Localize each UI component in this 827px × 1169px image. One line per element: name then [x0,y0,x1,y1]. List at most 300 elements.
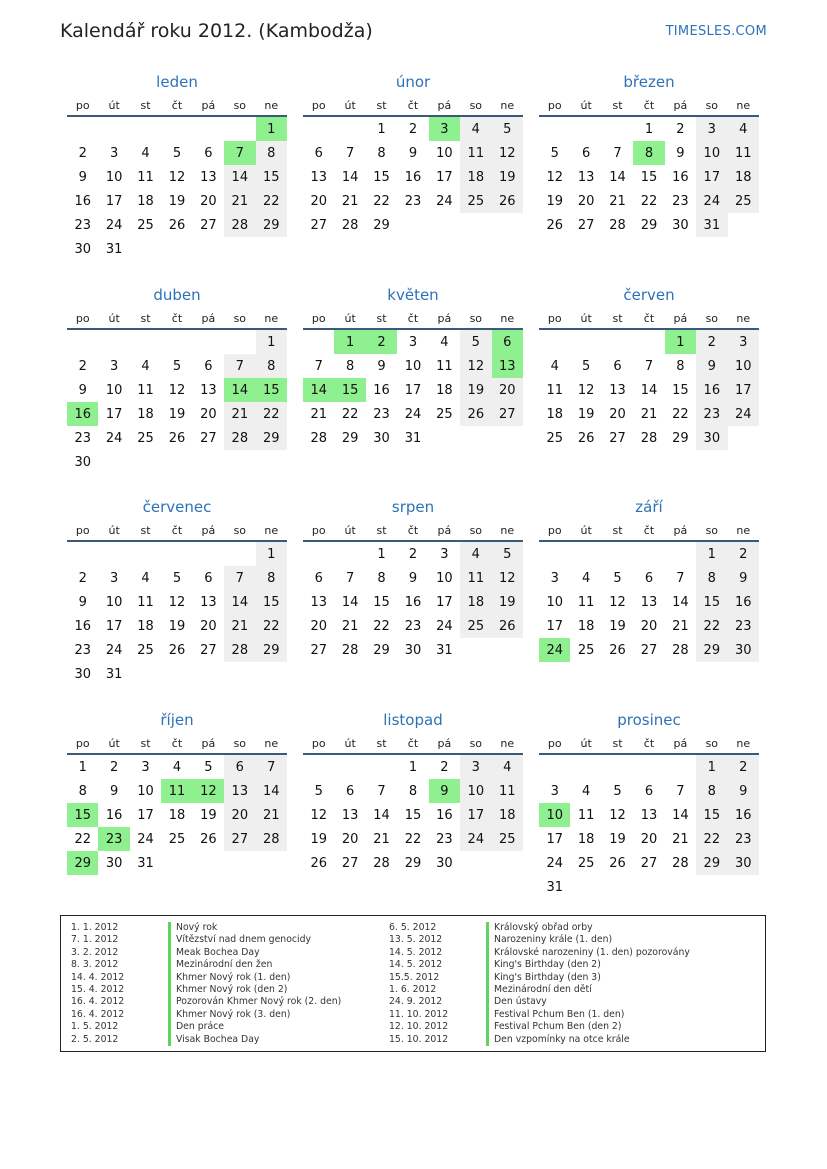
day-cell[interactable]: 13 [640,594,658,610]
day-cell[interactable]: 29 [67,851,98,875]
day-cell[interactable]: 15 [672,382,689,398]
day-cell[interactable]: 6 [613,358,622,374]
day-cell[interactable]: 30 [436,855,453,871]
day-cell[interactable]: 23 [74,430,91,446]
day-cell[interactable]: 27 [609,430,626,446]
day-cell[interactable]: 18 [546,406,563,422]
day-cell[interactable]: 23 [696,402,727,426]
day-cell[interactable]: 27 [310,642,327,658]
day-cell[interactable]: 4 [172,759,182,775]
day-cell[interactable]: 24 [436,618,453,634]
day-cell[interactable]: 14 [672,594,689,610]
day-cell[interactable]: 24 [137,831,154,847]
day-cell[interactable]: 29 [256,213,287,237]
day-cell[interactable]: 20 [640,618,658,634]
day-cell[interactable]: 1 [256,541,287,566]
day-cell[interactable]: 12 [609,807,626,823]
day-cell[interactable]: 22 [74,831,91,847]
day-cell[interactable]: 29 [404,855,422,871]
day-cell[interactable]: 11 [137,169,154,185]
day-cell[interactable]: 31 [137,855,154,871]
day-cell[interactable]: 4 [460,541,491,566]
day-cell[interactable]: 13 [577,169,595,185]
day-cell[interactable]: 12 [168,382,186,398]
day-cell[interactable]: 3 [408,334,418,350]
day-cell[interactable]: 30 [728,638,759,662]
day-cell[interactable]: 24 [546,855,563,871]
day-cell[interactable]: 13 [310,594,327,610]
day-cell[interactable]: 20 [224,803,255,827]
day-cell[interactable]: 5 [550,145,559,161]
day-cell[interactable]: 22 [341,406,359,422]
day-cell[interactable]: 21 [672,831,689,847]
day-cell[interactable]: 1 [377,546,386,562]
day-cell[interactable]: 3 [141,759,150,775]
day-cell[interactable]: 6 [314,570,323,586]
day-cell[interactable]: 20 [200,618,217,634]
day-cell[interactable]: 13 [310,169,327,185]
day-cell[interactable]: 18 [137,193,154,209]
day-cell[interactable]: 26 [609,642,626,658]
day-cell[interactable]: 22 [256,614,287,638]
day-cell[interactable]: 10 [404,358,422,374]
day-cell[interactable]: 29 [672,430,689,446]
day-cell[interactable]: 12 [168,169,186,185]
day-cell[interactable]: 2 [676,121,685,137]
day-cell[interactable]: 5 [460,329,491,354]
day-cell[interactable]: 15 [696,803,727,827]
day-cell[interactable]: 30 [672,217,689,233]
day-cell[interactable]: 21 [256,803,287,827]
day-cell[interactable]: 24 [460,827,491,851]
day-cell[interactable]: 12 [168,594,186,610]
day-cell[interactable]: 4 [728,116,759,141]
day-cell[interactable]: 19 [609,618,626,634]
day-cell[interactable]: 17 [105,193,123,209]
day-cell[interactable]: 9 [408,145,418,161]
day-cell[interactable]: 27 [640,642,658,658]
day-cell[interactable]: 15 [696,590,727,614]
day-cell[interactable]: 8 [345,358,355,374]
day-cell[interactable]: 10 [460,779,491,803]
day-cell[interactable]: 8 [377,570,386,586]
day-cell[interactable]: 17 [728,378,759,402]
day-cell[interactable]: 29 [640,217,658,233]
day-cell[interactable]: 21 [609,193,626,209]
day-cell[interactable]: 29 [256,638,287,662]
day-cell[interactable]: 27 [200,642,217,658]
day-cell[interactable]: 4 [440,334,449,350]
day-cell[interactable]: 2 [109,759,119,775]
day-cell[interactable]: 29 [696,851,727,875]
day-cell[interactable]: 9 [377,358,386,374]
day-cell[interactable]: 1 [644,121,654,137]
day-cell[interactable]: 16 [728,590,759,614]
day-cell[interactable]: 19 [168,193,186,209]
day-cell[interactable]: 10 [728,354,759,378]
day-cell[interactable]: 15 [404,807,422,823]
day-cell[interactable]: 2 [78,145,87,161]
day-cell[interactable]: 28 [224,426,255,450]
day-cell[interactable]: 16 [436,807,453,823]
day-cell[interactable]: 17 [436,594,453,610]
day-cell[interactable]: 2 [408,121,418,137]
day-cell[interactable]: 23 [728,614,759,638]
day-cell[interactable]: 22 [672,406,689,422]
day-cell[interactable]: 29 [373,642,390,658]
day-cell[interactable]: 12 [460,354,491,378]
day-cell[interactable]: 24 [696,189,727,213]
day-cell[interactable]: 30 [404,642,422,658]
day-cell[interactable]: 6 [492,329,523,354]
day-cell[interactable]: 14 [373,807,390,823]
day-cell[interactable]: 5 [172,570,182,586]
day-cell[interactable]: 25 [546,430,563,446]
day-cell[interactable]: 10 [696,141,727,165]
day-cell[interactable]: 11 [577,807,595,823]
day-cell[interactable]: 5 [581,358,591,374]
day-cell[interactable]: 11 [460,141,491,165]
day-cell[interactable]: 28 [256,827,287,851]
day-cell[interactable]: 1 [256,116,287,141]
day-cell[interactable]: 5 [204,759,213,775]
day-cell[interactable]: 1 [334,329,365,354]
day-cell[interactable]: 25 [460,189,491,213]
day-cell[interactable]: 4 [492,754,523,779]
day-cell[interactable]: 27 [310,217,327,233]
day-cell[interactable]: 15 [256,590,287,614]
day-cell[interactable]: 31 [105,666,123,682]
day-cell[interactable]: 15 [373,594,390,610]
day-cell[interactable]: 19 [200,807,217,823]
day-cell[interactable]: 7 [644,358,654,374]
day-cell[interactable]: 7 [613,145,622,161]
day-cell[interactable]: 1 [696,541,727,566]
day-cell[interactable]: 19 [609,831,626,847]
day-cell[interactable]: 31 [436,642,453,658]
day-cell[interactable]: 13 [224,779,255,803]
day-cell[interactable]: 16 [67,402,98,426]
day-cell[interactable]: 11 [492,779,523,803]
day-cell[interactable]: 3 [550,783,559,799]
day-cell[interactable]: 22 [640,193,658,209]
day-cell[interactable]: 18 [577,618,595,634]
day-cell[interactable]: 22 [256,402,287,426]
day-cell[interactable]: 20 [640,831,658,847]
day-cell[interactable]: 26 [492,614,523,638]
day-cell[interactable]: 8 [256,141,287,165]
day-cell[interactable]: 8 [696,779,727,803]
day-cell[interactable]: 20 [492,378,523,402]
day-cell[interactable]: 7 [676,570,685,586]
day-cell[interactable]: 19 [492,590,523,614]
day-cell[interactable]: 24 [105,430,123,446]
day-cell[interactable]: 23 [373,406,390,422]
day-cell[interactable]: 7 [224,141,255,165]
day-cell[interactable]: 3 [728,329,759,354]
day-cell[interactable]: 7 [345,570,355,586]
day-cell[interactable]: 11 [137,382,154,398]
day-cell[interactable]: 17 [460,803,491,827]
day-cell[interactable]: 25 [436,406,453,422]
day-cell[interactable]: 6 [204,145,213,161]
day-cell[interactable]: 19 [460,378,491,402]
day-cell[interactable]: 7 [314,358,323,374]
day-cell[interactable]: 5 [492,116,523,141]
day-cell[interactable]: 5 [172,358,182,374]
day-cell[interactable]: 8 [408,783,418,799]
day-cell[interactable]: 28 [640,430,658,446]
day-cell[interactable]: 14 [224,165,255,189]
day-cell[interactable]: 27 [640,855,658,871]
day-cell[interactable]: 12 [310,807,327,823]
day-cell[interactable]: 12 [546,169,563,185]
day-cell[interactable]: 20 [200,406,217,422]
day-cell[interactable]: 11 [161,779,192,803]
day-cell[interactable]: 11 [577,594,595,610]
day-cell[interactable]: 18 [168,807,186,823]
day-cell[interactable]: 3 [109,145,119,161]
day-cell[interactable]: 31 [696,213,727,237]
day-cell[interactable]: 28 [310,430,327,446]
day-cell[interactable]: 16 [404,169,422,185]
day-cell[interactable]: 6 [204,358,213,374]
day-cell[interactable]: 19 [577,406,595,422]
day-cell[interactable]: 16 [105,807,123,823]
day-cell[interactable]: 17 [696,165,727,189]
day-cell[interactable]: 24 [728,402,759,426]
day-cell[interactable]: 25 [168,831,186,847]
day-cell[interactable]: 25 [492,827,523,851]
day-cell[interactable]: 18 [460,590,491,614]
day-cell[interactable]: 20 [200,193,217,209]
day-cell[interactable]: 27 [341,855,359,871]
day-cell[interactable]: 3 [460,754,491,779]
day-cell[interactable]: 7 [224,354,255,378]
day-cell[interactable]: 8 [633,141,664,165]
day-cell[interactable]: 5 [492,541,523,566]
day-cell[interactable]: 8 [696,566,727,590]
day-cell[interactable]: 20 [609,406,626,422]
day-cell[interactable]: 10 [105,382,123,398]
day-cell[interactable]: 6 [644,570,654,586]
day-cell[interactable]: 22 [696,827,727,851]
day-cell[interactable]: 18 [436,382,453,398]
day-cell[interactable]: 31 [404,430,422,446]
day-cell[interactable]: 6 [204,570,213,586]
day-cell[interactable]: 1 [696,754,727,779]
day-cell[interactable]: 3 [696,116,727,141]
day-cell[interactable]: 14 [672,807,689,823]
day-cell[interactable]: 2 [78,358,87,374]
day-cell[interactable]: 27 [224,827,255,851]
day-cell[interactable]: 9 [408,570,418,586]
day-cell[interactable]: 13 [341,807,359,823]
day-cell[interactable]: 6 [581,145,591,161]
day-cell[interactable]: 2 [728,541,759,566]
day-cell[interactable]: 17 [105,406,123,422]
day-cell[interactable]: 24 [105,217,123,233]
day-cell[interactable]: 6 [644,783,654,799]
day-cell[interactable]: 17 [546,831,563,847]
day-cell[interactable]: 26 [546,217,563,233]
day-cell[interactable]: 25 [137,430,154,446]
day-cell[interactable]: 5 [172,145,182,161]
day-cell[interactable]: 21 [224,189,255,213]
day-cell[interactable]: 21 [341,618,359,634]
day-cell[interactable]: 1 [78,759,87,775]
day-cell[interactable]: 28 [341,642,359,658]
day-cell[interactable]: 17 [436,169,453,185]
day-cell[interactable]: 22 [373,193,390,209]
day-cell[interactable]: 25 [577,855,595,871]
day-cell[interactable]: 27 [200,217,217,233]
day-cell[interactable]: 6 [345,783,355,799]
day-cell[interactable]: 11 [728,141,759,165]
day-cell[interactable]: 9 [429,779,460,803]
day-cell[interactable]: 23 [404,193,422,209]
day-cell[interactable]: 30 [74,454,91,470]
day-cell[interactable]: 18 [577,831,595,847]
day-cell[interactable]: 16 [404,594,422,610]
day-cell[interactable]: 10 [436,145,453,161]
day-cell[interactable]: 30 [105,855,123,871]
day-cell[interactable]: 27 [492,402,523,426]
day-cell[interactable]: 4 [581,570,591,586]
day-cell[interactable]: 17 [404,382,422,398]
day-cell[interactable]: 5 [613,570,622,586]
day-cell[interactable]: 2 [440,759,449,775]
day-cell[interactable]: 8 [377,145,386,161]
day-cell[interactable]: 25 [137,217,154,233]
day-cell[interactable]: 10 [105,594,123,610]
day-cell[interactable]: 19 [168,406,186,422]
day-cell[interactable]: 11 [546,382,563,398]
day-cell[interactable]: 12 [577,382,595,398]
day-cell[interactable]: 9 [78,382,87,398]
day-cell[interactable]: 30 [373,430,390,446]
day-cell[interactable]: 13 [609,382,626,398]
day-cell[interactable]: 3 [109,358,119,374]
day-cell[interactable]: 14 [224,378,255,402]
day-cell[interactable]: 18 [492,803,523,827]
day-cell[interactable]: 10 [137,783,154,799]
day-cell[interactable]: 17 [546,618,563,634]
day-cell[interactable]: 15 [256,378,287,402]
day-cell[interactable]: 28 [224,638,255,662]
day-cell[interactable]: 4 [141,145,150,161]
day-cell[interactable]: 9 [78,594,87,610]
day-cell[interactable]: 26 [609,855,626,871]
day-cell[interactable]: 23 [728,827,759,851]
brand-link[interactable]: TIMESLES.COM [665,24,767,39]
day-cell[interactable]: 6 [314,145,323,161]
day-cell[interactable]: 2 [78,570,87,586]
day-cell[interactable]: 24 [404,406,422,422]
day-cell[interactable]: 8 [676,358,685,374]
day-cell[interactable]: 15 [67,803,98,827]
day-cell[interactable]: 16 [74,193,91,209]
day-cell[interactable]: 8 [256,566,287,590]
day-cell[interactable]: 18 [137,618,154,634]
day-cell[interactable]: 21 [341,193,359,209]
day-cell[interactable]: 4 [460,116,491,141]
day-cell[interactable]: 24 [436,193,453,209]
day-cell[interactable]: 17 [137,807,154,823]
day-cell[interactable]: 1 [665,329,696,354]
day-cell[interactable]: 22 [373,618,390,634]
day-cell[interactable]: 8 [256,354,287,378]
day-cell[interactable]: 18 [137,406,154,422]
day-cell[interactable]: 7 [256,754,287,779]
day-cell[interactable]: 23 [404,618,422,634]
day-cell[interactable]: 9 [696,354,727,378]
day-cell[interactable]: 12 [492,566,523,590]
day-cell[interactable]: 10 [546,594,563,610]
day-cell[interactable]: 15 [256,165,287,189]
day-cell[interactable]: 21 [640,406,658,422]
day-cell[interactable]: 28 [373,855,390,871]
day-cell[interactable]: 21 [310,406,327,422]
day-cell[interactable]: 14 [256,779,287,803]
day-cell[interactable]: 12 [609,594,626,610]
day-cell[interactable]: 25 [137,642,154,658]
day-cell[interactable]: 13 [200,382,217,398]
day-cell[interactable]: 13 [492,354,523,378]
day-cell[interactable]: 16 [373,382,390,398]
day-cell[interactable]: 30 [74,241,91,257]
day-cell[interactable]: 9 [728,779,759,803]
day-cell[interactable]: 30 [728,851,759,875]
day-cell[interactable]: 15 [334,378,365,402]
day-cell[interactable]: 21 [672,618,689,634]
day-cell[interactable]: 23 [98,827,129,851]
day-cell[interactable]: 23 [436,831,453,847]
day-cell[interactable]: 14 [609,169,626,185]
day-cell[interactable]: 17 [105,618,123,634]
day-cell[interactable]: 16 [74,618,91,634]
day-cell[interactable]: 26 [460,402,491,426]
day-cell[interactable]: 18 [728,165,759,189]
day-cell[interactable]: 16 [672,169,689,185]
day-cell[interactable]: 8 [78,783,87,799]
day-cell[interactable]: 2 [696,329,727,354]
day-cell[interactable]: 24 [539,638,570,662]
day-cell[interactable]: 2 [728,754,759,779]
day-cell[interactable]: 14 [224,590,255,614]
day-cell[interactable]: 4 [550,358,559,374]
day-cell[interactable]: 1 [256,329,287,354]
day-cell[interactable]: 25 [577,642,595,658]
day-cell[interactable]: 3 [429,116,460,141]
day-cell[interactable]: 28 [341,217,359,233]
day-cell[interactable]: 14 [341,169,359,185]
day-cell[interactable]: 5 [613,783,622,799]
day-cell[interactable]: 10 [105,169,123,185]
day-cell[interactable]: 10 [436,570,453,586]
day-cell[interactable]: 23 [74,217,91,233]
day-cell[interactable]: 26 [168,217,186,233]
day-cell[interactable]: 7 [345,145,355,161]
day-cell[interactable]: 1 [377,121,386,137]
day-cell[interactable]: 21 [373,831,390,847]
day-cell[interactable]: 4 [141,570,150,586]
day-cell[interactable]: 10 [539,803,570,827]
day-cell[interactable]: 25 [460,614,491,638]
day-cell[interactable]: 20 [341,831,359,847]
day-cell[interactable]: 31 [105,241,123,257]
day-cell[interactable]: 30 [74,666,91,682]
